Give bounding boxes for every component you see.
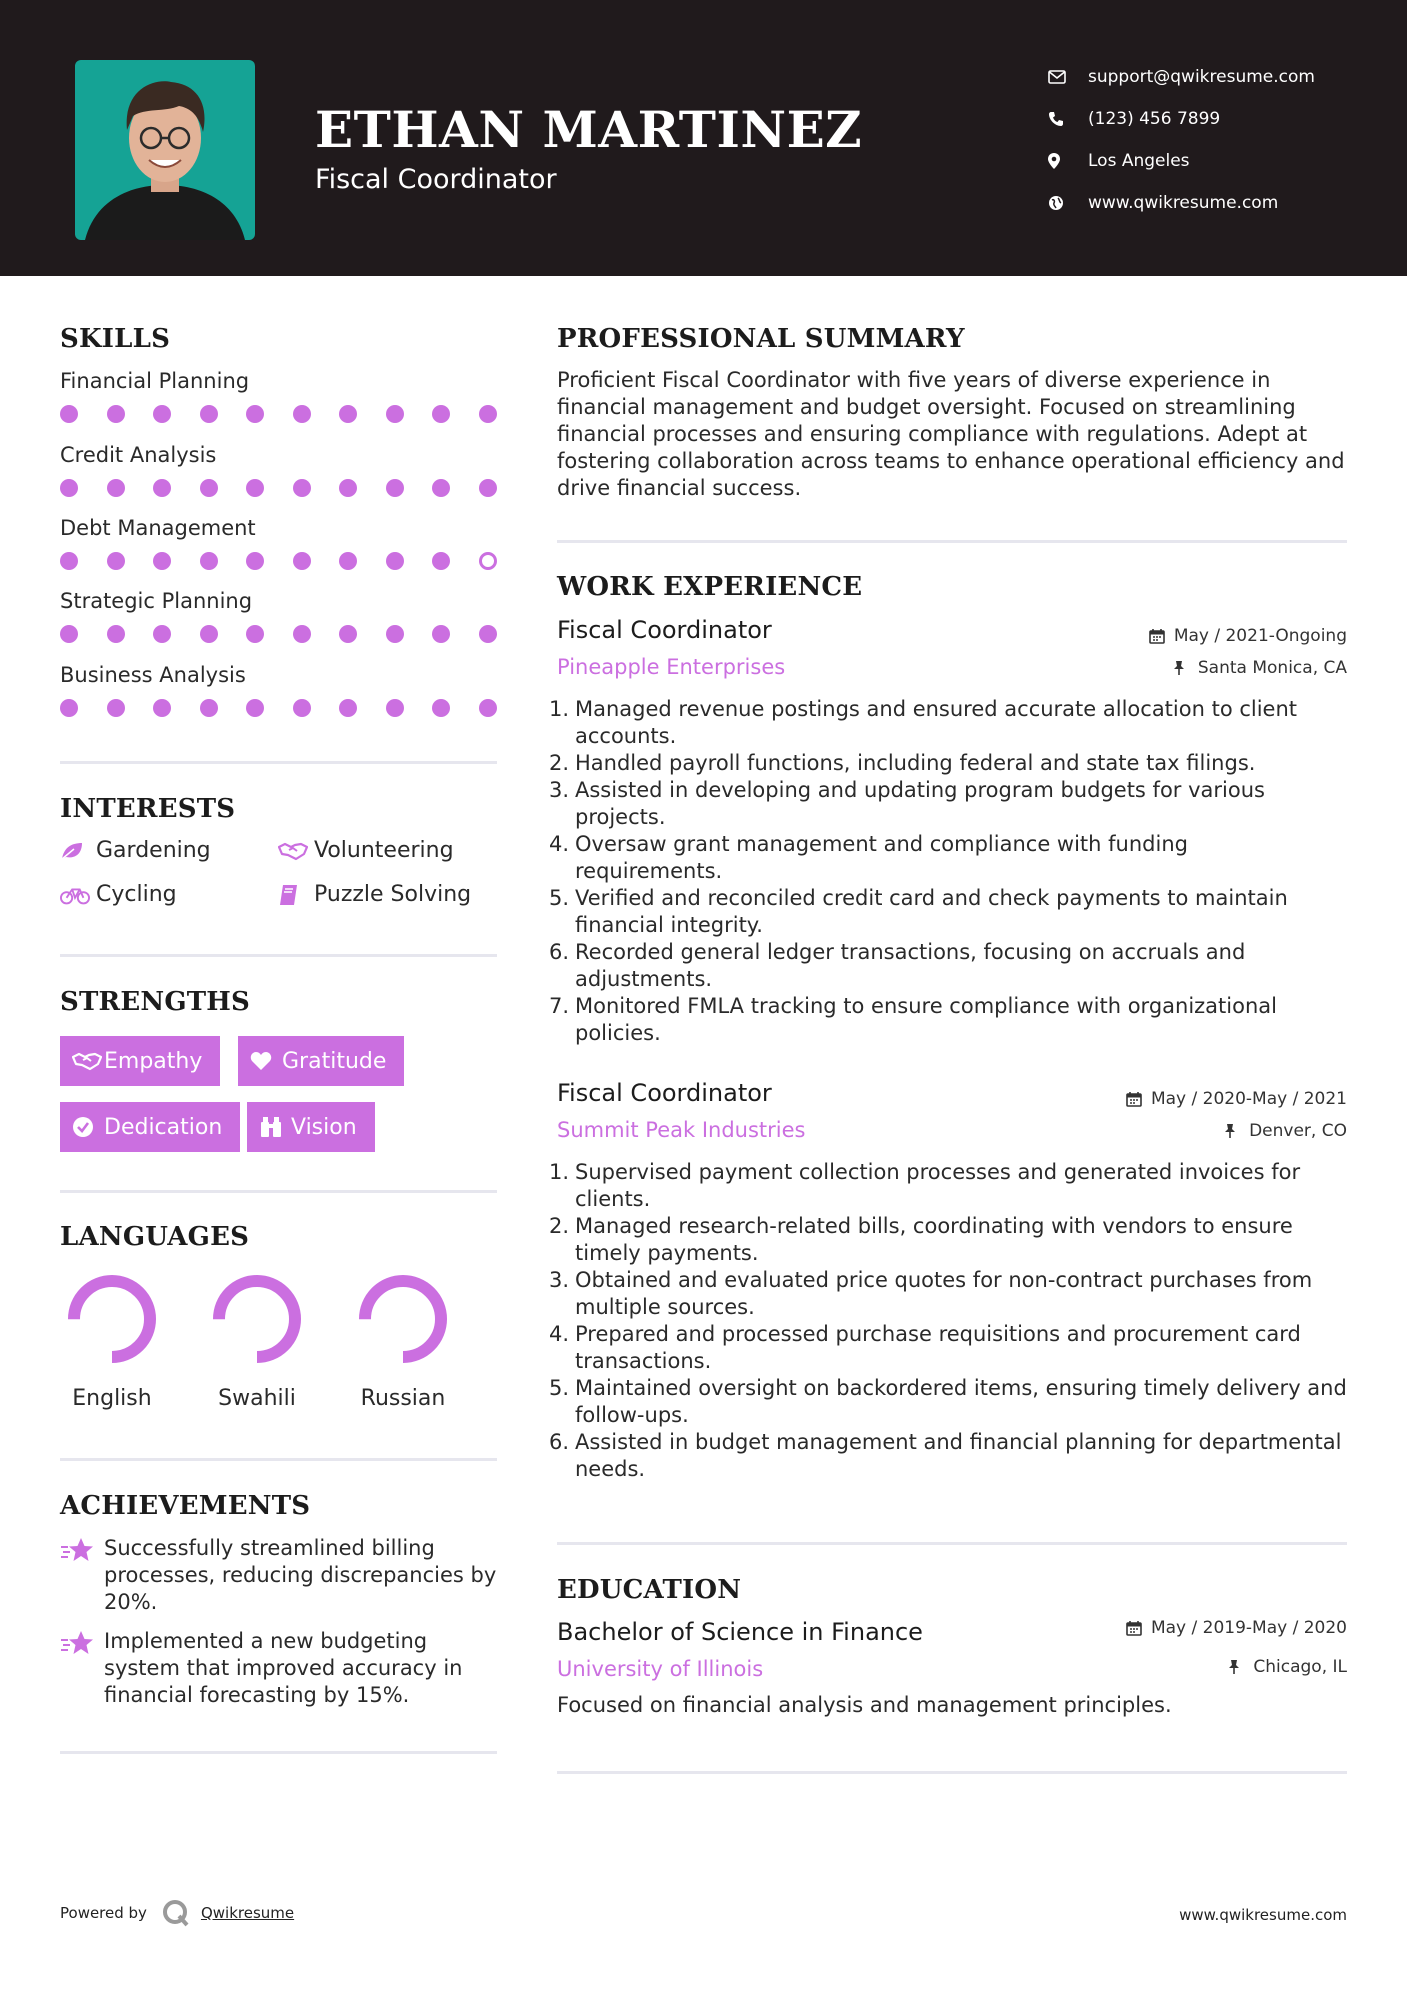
- leaf-icon: [60, 839, 90, 863]
- responsibility-text: Managed research-related bills, coordinating with vendors to ensure: [575, 1214, 1293, 1238]
- school-name: University of Illinois: [557, 1657, 764, 1681]
- skill-dot-filled: [200, 625, 218, 643]
- envelope-icon: [1048, 66, 1088, 88]
- language-name: Swahili: [218, 1386, 296, 1411]
- skill-dot-filled: [107, 405, 125, 423]
- responsibility-text: policies.: [575, 1021, 661, 1045]
- skill-dot-filled: [339, 625, 357, 643]
- candidate-title: Fiscal Coordinator: [315, 164, 557, 195]
- skill-name: Business Analysis: [60, 663, 246, 687]
- company-name: Summit Peak Industries: [557, 1118, 806, 1142]
- summary-line: drive financial success.: [557, 476, 802, 500]
- skill-name: Debt Management: [60, 516, 256, 540]
- skill-rating: [60, 405, 500, 425]
- skill-dot-filled: [293, 699, 311, 717]
- list-number: 6.: [549, 1430, 570, 1454]
- company-name: Pineapple Enterprises: [557, 655, 786, 679]
- summary-line: financial processes and ensuring compliance with regulations. Adept at: [557, 422, 1308, 446]
- strength-label: Dedication: [104, 1114, 223, 1140]
- interest-label: Gardening: [96, 838, 211, 863]
- summary-line: fostering collaboration across teams to enhance operational efficiency and: [557, 449, 1345, 473]
- candidate-name: ETHAN MARTINEZ: [315, 100, 863, 159]
- list-number: 5.: [549, 886, 570, 910]
- list-number: 4.: [549, 1322, 570, 1346]
- responsibility-text: transactions.: [575, 1349, 712, 1373]
- list-number: 4.: [549, 832, 570, 856]
- resume-header: [0, 0, 1407, 276]
- section-divider: [60, 761, 497, 764]
- skill-dot-filled: [432, 699, 450, 717]
- strength-tag: [247, 1102, 375, 1152]
- summary-line: Proficient Fiscal Coordinator with five years of diverse experience in: [557, 368, 1271, 392]
- responsibility-item: [549, 1159, 1357, 1213]
- skill-dot-filled: [107, 625, 125, 643]
- bicycle-icon: [60, 883, 90, 907]
- contact-email-text[interactable]: support@qwikresume.com: [1088, 67, 1315, 87]
- summary-line: financial management and budget oversight. Focused on streamlining: [557, 395, 1296, 419]
- strengths-heading: STRENGTHS: [60, 987, 251, 1017]
- responsibility-text: Maintained oversight on backordered items, ensuring timely delivery and: [575, 1376, 1347, 1400]
- responsibility-item: [549, 696, 1357, 750]
- responsibility-text: projects.: [575, 805, 666, 829]
- skill-dot-filled: [293, 405, 311, 423]
- responsibility-item: [549, 885, 1357, 939]
- education-description: Focused on financial analysis and management principles.: [557, 1693, 1172, 1717]
- book-icon: [278, 883, 308, 907]
- achievement-text: Successfully streamlined billing: [104, 1536, 435, 1560]
- responsibility-text: financial integrity.: [575, 913, 763, 937]
- strength-label: Empathy: [104, 1048, 203, 1074]
- responsibility-text: Assisted in developing and updating program budgets for various: [575, 778, 1265, 802]
- achievement-item: [60, 1628, 500, 1709]
- language-progress-ring: [358, 1274, 448, 1364]
- skill-dot-filled: [479, 479, 497, 497]
- skill-dot-filled: [200, 699, 218, 717]
- skill-dot-filled: [386, 552, 404, 570]
- binoculars-icon: [259, 1115, 291, 1139]
- handshake-icon: [278, 839, 308, 863]
- contact-email[interactable]: [1048, 56, 1315, 98]
- education-heading: EDUCATION: [557, 1575, 742, 1605]
- contact-location: [1048, 140, 1315, 182]
- section-divider: [557, 540, 1347, 543]
- contact-website-text[interactable]: www.qwikresume.com: [1088, 193, 1279, 213]
- skill-dot-filled: [200, 552, 218, 570]
- skill-name: Strategic Planning: [60, 589, 253, 613]
- skill-dot-filled: [246, 625, 264, 643]
- skill-dot-filled: [293, 625, 311, 643]
- footer-powered-by: [60, 1898, 294, 1928]
- skill-dot-filled: [432, 625, 450, 643]
- summary-text: [557, 367, 1347, 502]
- skill-dot-filled: [107, 552, 125, 570]
- skill-dot-filled: [153, 552, 171, 570]
- interest-label: Puzzle Solving: [314, 882, 472, 907]
- language-progress-ring: [212, 1274, 302, 1364]
- skill-dot-filled: [107, 699, 125, 717]
- calendar-icon: [1126, 1091, 1148, 1107]
- skill-dot-filled: [60, 405, 78, 423]
- skill-dot-filled: [153, 479, 171, 497]
- calendar-icon: [1126, 1620, 1148, 1636]
- responsibility-item: [549, 1321, 1357, 1375]
- achievement-text: system that improved accuracy in: [104, 1656, 463, 1680]
- skill-name: Financial Planning: [60, 369, 250, 393]
- section-divider: [557, 1542, 1347, 1545]
- responsibility-text: Prepared and processed purchase requisitions and procurement card: [575, 1322, 1301, 1346]
- languages-heading: LANGUAGES: [60, 1222, 250, 1252]
- job-date: [1126, 1089, 1347, 1109]
- skill-dot-filled: [339, 479, 357, 497]
- job-title: Fiscal Coordinator: [557, 616, 772, 644]
- star-icon: [60, 1628, 104, 1709]
- pushpin-icon: [1224, 1123, 1246, 1139]
- skill-rating: [60, 625, 500, 645]
- job-responsibilities: [549, 696, 1357, 1047]
- globe-icon: [1048, 192, 1088, 214]
- calendar-icon: [1149, 628, 1171, 644]
- skill-dot-filled: [60, 479, 78, 497]
- achievement-text: financial forecasting by 15%.: [104, 1683, 410, 1707]
- education-date: [1126, 1618, 1347, 1638]
- responsibility-text: Oversaw grant management and compliance with funding: [575, 832, 1188, 856]
- skill-rating: [60, 699, 500, 719]
- skill-name: Credit Analysis: [60, 443, 217, 467]
- heart-icon: [250, 1049, 282, 1073]
- job-date-text: May / 2021-Ongoing: [1173, 626, 1347, 646]
- skill-dot-filled: [386, 405, 404, 423]
- interest-item: [60, 838, 211, 863]
- skill-dot-filled: [479, 405, 497, 423]
- responsibility-text: Monitored FMLA tracking to ensure compliance with organizational: [575, 994, 1277, 1018]
- language-progress-ring: [67, 1274, 157, 1364]
- responsibility-item: [549, 777, 1357, 831]
- skill-dot-filled: [60, 625, 78, 643]
- responsibility-text: Assisted in budget management and financial planning for departmental: [575, 1430, 1342, 1454]
- skill-dot-filled: [153, 699, 171, 717]
- experience-heading: WORK EXPERIENCE: [557, 572, 863, 602]
- skill-dot-filled: [339, 405, 357, 423]
- skill-dot-filled: [432, 405, 450, 423]
- skill-dot-filled: [432, 479, 450, 497]
- interest-item: [60, 882, 177, 907]
- skill-dot-empty: [479, 552, 497, 570]
- skill-dot-filled: [246, 479, 264, 497]
- pushpin-icon: [1173, 660, 1195, 676]
- job-date-text: May / 2020-May / 2021: [1150, 1089, 1347, 1109]
- interests-heading: INTERESTS: [60, 794, 236, 824]
- contact-list: [1048, 56, 1315, 224]
- skill-dot-filled: [386, 699, 404, 717]
- interest-item: [278, 838, 454, 863]
- skill-dot-filled: [246, 405, 264, 423]
- responsibility-item: [549, 1213, 1357, 1267]
- footer-url[interactable]: www.qwikresume.com: [1179, 1906, 1347, 1924]
- job-responsibilities: [549, 1159, 1357, 1483]
- skill-dot-filled: [107, 479, 125, 497]
- achievement-text: 20%.: [104, 1590, 158, 1614]
- list-number: 5.: [549, 1376, 570, 1400]
- skill-dot-filled: [293, 479, 311, 497]
- section-divider: [60, 954, 497, 957]
- interest-item: [278, 882, 471, 907]
- achievement-text: Implemented a new budgeting: [104, 1629, 428, 1653]
- degree-title: Bachelor of Science in Finance: [557, 1618, 923, 1646]
- skill-dot-filled: [386, 625, 404, 643]
- responsibility-text: Obtained and evaluated price quotes for non-contract purchases from: [575, 1268, 1313, 1292]
- skill-dot-filled: [339, 699, 357, 717]
- contact-phone-text[interactable]: (123) 456 7899: [1088, 109, 1221, 129]
- skill-dot-filled: [339, 552, 357, 570]
- skill-rating: [60, 479, 500, 499]
- strength-label: Gratitude: [282, 1048, 387, 1074]
- language-item: [338, 1274, 468, 1411]
- profile-photo: [75, 60, 255, 240]
- qwikresume-logo-icon: [161, 1898, 191, 1928]
- responsibility-text: Handled payroll functions, including federal and state tax filings.: [575, 751, 1256, 775]
- responsibility-text: requirements.: [575, 859, 723, 883]
- responsibility-text: clients.: [575, 1187, 651, 1211]
- responsibility-text: needs.: [575, 1457, 646, 1481]
- skills-heading: SKILLS: [60, 324, 171, 354]
- contact-phone[interactable]: [1048, 98, 1315, 140]
- skill-dot-filled: [293, 552, 311, 570]
- language-item: [192, 1274, 322, 1411]
- responsibility-text: Supervised payment collection processes and generated invoices for: [575, 1160, 1301, 1184]
- interest-label: Volunteering: [314, 838, 454, 863]
- section-divider: [60, 1458, 497, 1461]
- interest-label: Cycling: [96, 882, 177, 907]
- responsibility-item: [549, 1267, 1357, 1321]
- strength-label: Vision: [291, 1114, 357, 1140]
- check-circle-icon: [72, 1115, 104, 1139]
- skill-dot-filled: [479, 699, 497, 717]
- education-location-text: Chicago, IL: [1253, 1657, 1347, 1677]
- job-date: [1149, 626, 1347, 646]
- skill-dot-filled: [60, 552, 78, 570]
- job-location-text: Santa Monica, CA: [1197, 658, 1347, 678]
- language-name: Russian: [360, 1386, 446, 1411]
- job-location-text: Denver, CO: [1249, 1121, 1347, 1141]
- list-number: 6.: [549, 940, 570, 964]
- responsibility-text: Managed revenue postings and ensured accurate allocation to client: [575, 697, 1298, 721]
- skill-dot-filled: [200, 405, 218, 423]
- achievement-item: [60, 1535, 500, 1616]
- skill-dot-filled: [432, 552, 450, 570]
- language-item: [47, 1274, 177, 1411]
- education-date-text: May / 2019-May / 2020: [1150, 1618, 1347, 1638]
- job-location: [1224, 1121, 1347, 1141]
- section-divider: [557, 1771, 1347, 1774]
- skill-dot-filled: [60, 699, 78, 717]
- handshake-icon: [72, 1049, 104, 1073]
- list-number: 7.: [549, 994, 570, 1018]
- location-pin-icon: [1048, 150, 1088, 172]
- responsibility-item: [549, 831, 1357, 885]
- responsibility-text: timely payments.: [575, 1241, 759, 1265]
- list-number: 3.: [549, 778, 570, 802]
- qwikresume-link[interactable]: Qwikresume: [200, 1904, 295, 1922]
- achievement-text: processes, reducing discrepancies by: [104, 1563, 497, 1587]
- responsibility-text: accounts.: [575, 724, 677, 748]
- responsibility-item: [549, 1429, 1357, 1483]
- responsibility-text: Recorded general ledger transactions, focusing on accruals and: [575, 940, 1246, 964]
- responsibility-text: adjustments.: [575, 967, 713, 991]
- contact-location-text: Los Angeles: [1088, 151, 1190, 171]
- pushpin-icon: [1228, 1659, 1250, 1675]
- education-location: [1228, 1657, 1347, 1677]
- powered-by-text: Powered by: [60, 1904, 147, 1922]
- section-divider: [60, 1751, 497, 1754]
- star-icon: [60, 1535, 104, 1616]
- job-title: Fiscal Coordinator: [557, 1079, 772, 1107]
- responsibility-item: [549, 993, 1357, 1047]
- skill-dot-filled: [386, 479, 404, 497]
- contact-website[interactable]: [1048, 182, 1315, 224]
- responsibility-text: multiple sources.: [575, 1295, 755, 1319]
- skill-rating: [60, 552, 500, 572]
- responsibility-text: Verified and reconciled credit card and check payments to maintain: [575, 886, 1288, 910]
- phone-icon: [1048, 108, 1088, 130]
- skill-dot-filled: [153, 625, 171, 643]
- skill-dot-filled: [200, 479, 218, 497]
- responsibility-item: [549, 939, 1357, 993]
- strength-tag: [60, 1036, 220, 1086]
- strength-tag: [238, 1036, 404, 1086]
- language-name: English: [72, 1386, 152, 1411]
- responsibility-item: [549, 1375, 1357, 1429]
- list-number: 2.: [549, 1214, 570, 1238]
- job-location: [1173, 658, 1347, 678]
- strength-tag: [60, 1102, 240, 1152]
- section-divider: [60, 1190, 497, 1193]
- list-number: 1.: [549, 697, 570, 721]
- list-number: 3.: [549, 1268, 570, 1292]
- list-number: 2.: [549, 751, 570, 775]
- responsibility-text: follow-ups.: [575, 1403, 689, 1427]
- skill-dot-filled: [246, 699, 264, 717]
- skill-dot-filled: [153, 405, 171, 423]
- list-number: 1.: [549, 1160, 570, 1184]
- skill-dot-filled: [246, 552, 264, 570]
- skill-dot-filled: [479, 625, 497, 643]
- summary-heading: PROFESSIONAL SUMMARY: [557, 324, 965, 354]
- responsibility-item: [549, 750, 1357, 777]
- achievements-heading: ACHIEVEMENTS: [60, 1491, 311, 1521]
